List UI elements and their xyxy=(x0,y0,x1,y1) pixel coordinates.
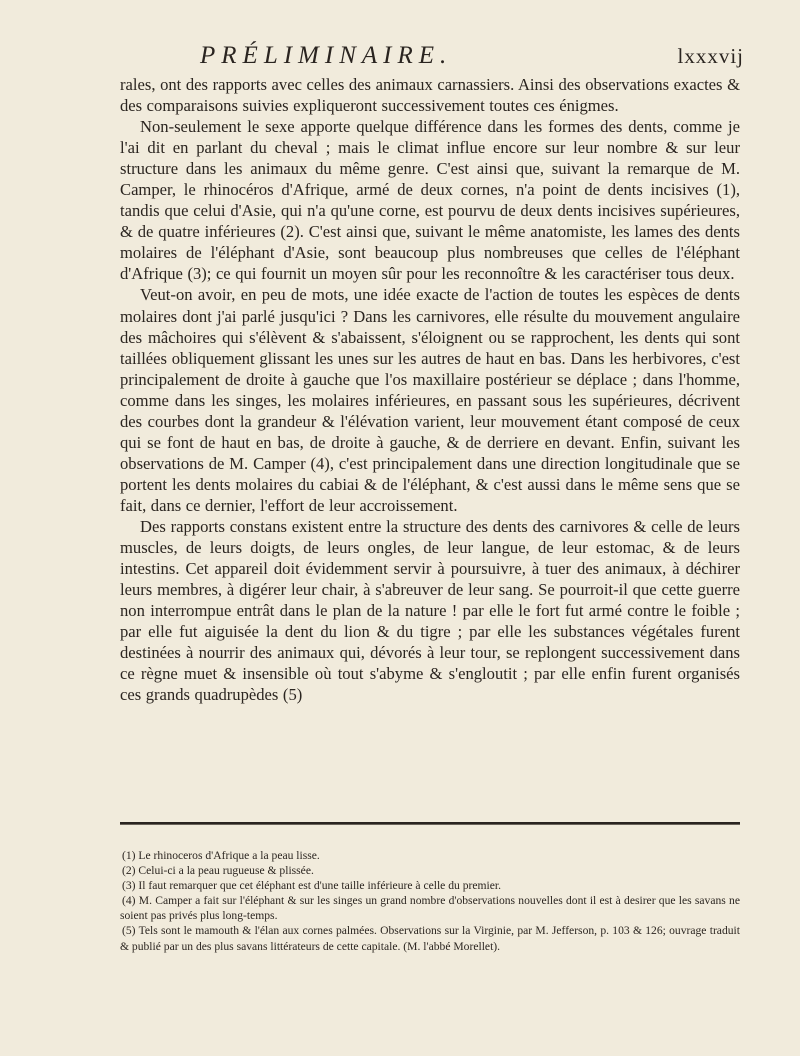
main-text xyxy=(120,74,740,705)
paragraph: rales, ont des rapports avec celles des animaux carnassiers. Ainsi des observations exactes & des comparaisons suivies expliqueront successivement toutes ces énigmes. xyxy=(120,75,740,116)
page-number: lxxxvij xyxy=(677,44,744,68)
footnote: (5) Tels sont le mamouth & l'élan aux cornes palmées. Observations sur la Virginie, par M. Jefferson, p. 103 & 126; ouvrage traduit & publié par un des plus savans littérateurs de cette capitale. (M. l'abbé Morellet). xyxy=(120,924,740,953)
paragraph: Des rapports constans existent entre la structure des dents des carnivores & celle de leurs muscles, de leurs doigts, de leurs ongles, de leur langue, de leur estomac, & de leurs intestins. Cet appareil doit évidemment servir à poursuivre, à tuer des animaux, à déchirer leurs membres, à digérer leur chair, à s'abreuver de leur sang. Se pourroit-il que cette guerre non interrompue entrât dans le plan de la nature ! par elle le fort fut armé contre le foible ; par elle fut aiguisée la dent du lion & du tigre ; par elle les substances végétales furent destinées à nourrir des animaux qui, dévorés à leur tour, se replongent successivement dans ce règne muet & insensible où tout s'abyme & s'engloutit ; par elle enfin furent organisés ces grands quadrupèdes (5) xyxy=(120,516,740,705)
running-title: PRÉLIMINAIRE. xyxy=(200,42,453,69)
footnote: (3) Il faut remarquer que cet éléphant est d'une taille inférieure à celle du premier. xyxy=(122,879,502,893)
footnotes xyxy=(120,848,740,954)
page-header xyxy=(120,40,744,76)
paragraph: Veut-on avoir, en peu de mots, une idée exacte de l'action de toutes les espèces de dents molaires dont j'ai parlé jusqu'ici ? Dans les carnivores, elle résulte du mouvement angulaire des mâchoires qui s'élèvent & s'abaissent, s'éloignent ou se rapprochent, les dents qui sont taillées obliquement glissant les unes sur les autres de haut en bas. Dans les herbivores, c'est principalement de droite à gauche que l'os maxillaire postérieur se déplace ; dans l'homme, comme dans les singes, les molaires inférieures, en passant sous les supérieures, décrivent des courbes dont la grandeur & l'élévation varient, leur mouvement étant composé de ceux qui se font de haut en bas, de droite à gauche, & de derriere en devant. Enfin, suivant les observations de M. Camper (4), c'est principalement dans une direction longitudinale que se portent les dents molaires du cabiai & de l'éléphant, & c'est aussi dans le même sens que se fait, dans ce dernier, l'effort de leur accroissement. xyxy=(120,285,740,515)
footnote: (4) M. Camper a fait sur l'éléphant & sur les singes un grand nombre d'observations nouvelles dont il est à desirer que les savans ne soient pas privés plus long-temps. xyxy=(120,894,740,923)
footnote: (1) Le rhinoceros d'Afrique a la peau lisse. xyxy=(122,849,320,862)
paragraph: Non-seulement le sexe apporte quelque différence dans les formes des dents, comme je l'ai dit en parlant du cheval ; mais le climat influe encore sur leur nombre & sur leur structure dans les animaux du même genre. C'est ainsi que, suivant la remarque de M. Camper, le rhinocéros d'Afrique, armé de deux cornes, n'a point de dents incisives (1), tandis que celui d'Asie, qui n'a qu'une corne, est pourvu de deux dents incisives supérieures, & de quatre inférieures (2). C'est ainsi que, suivant le même anatomiste, les lames des dents molaires de l'éléphant d'Asie, sont beaucoup plus nombreuses que celles de l'éléphant d'Afrique (3); ce qui fournit un moyen sûr pour les reconnoître & les caractériser tous deux. xyxy=(120,117,740,284)
footnote: (2) Celui-ci a la peau rugueuse & plissée. xyxy=(122,864,314,878)
footnote-rule xyxy=(120,822,740,825)
